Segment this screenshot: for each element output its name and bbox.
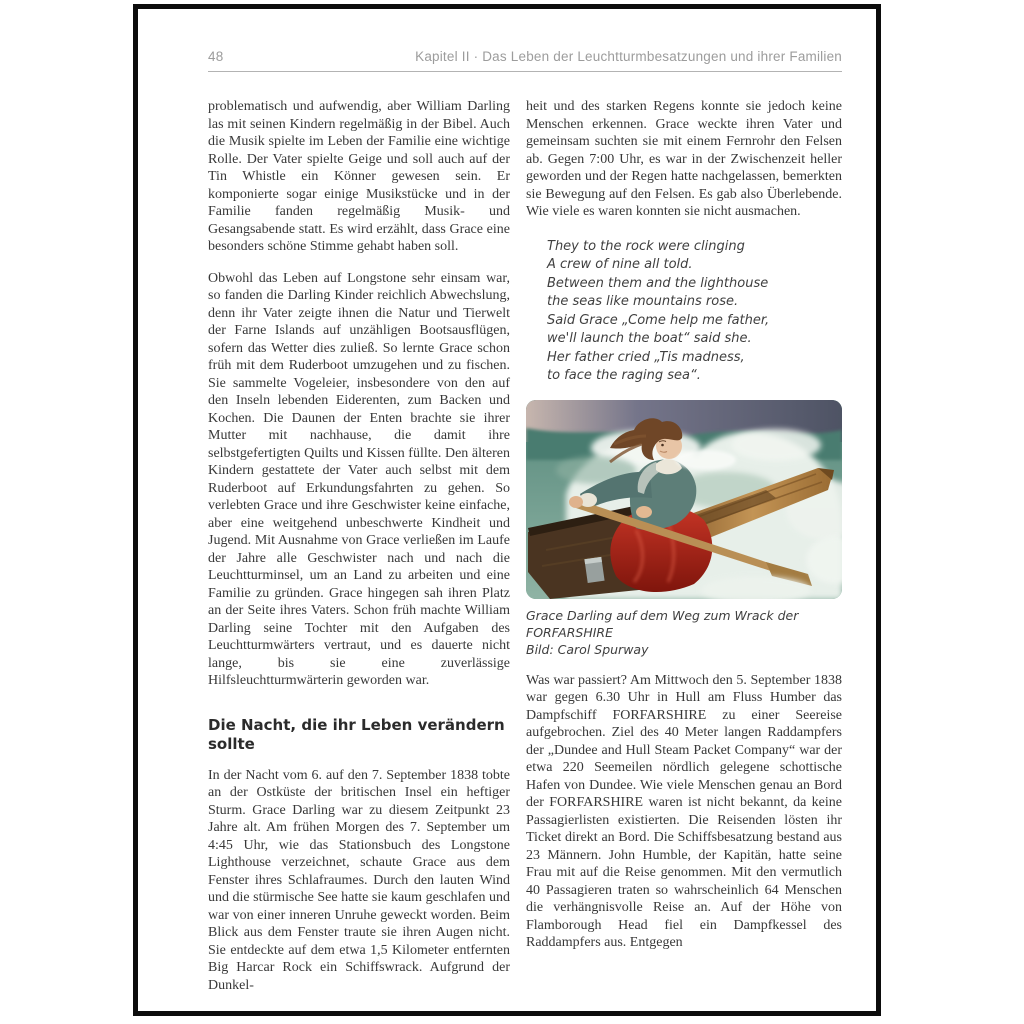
image-caption bbox=[526, 607, 842, 658]
image-caption-credit: Bild: Carol Spurway bbox=[526, 641, 649, 657]
poem-line: Between them and the lighthouse bbox=[547, 275, 769, 291]
poem-line: Said Grace „Come help me father, bbox=[547, 312, 770, 328]
poem-line: the seas like mountains rose. bbox=[547, 294, 739, 309]
right-column bbox=[526, 98, 842, 994]
left-column bbox=[208, 98, 510, 994]
painting-illustration bbox=[526, 400, 842, 599]
paragraph: problematisch und aufwendig, aber William Darling las mit seinen Kindern regelmäßig in der Bibel. Auch die Musik spielte im Leben der Familie eine wichtige Rolle. Der Vater spielte Geige und soll auch auf der Tin Whistle ein Könner gewesen sein. Er komponierte sogar einige Musikstücke und in der Familie fanden regelmäßig Musik- und Gesangsabende statt. Es wird erzählt, dass Grace eine besonders schöne Stimme gehabt haben soll. bbox=[208, 99, 510, 254]
text-columns bbox=[208, 98, 842, 994]
page-content bbox=[138, 9, 876, 1011]
paragraph: In der Nacht vom 6. auf den 7. September 1838 tobte an der Ostküste der britischen Insel ein heftiger Sturm. Grace Darling war zu diesem Zeitpunkt 23 Jahre alt. Am frühen Morgen des 7. September um 4:45 Uhr, wie das Stationsbuch des Longstone Lighthouse verzeichnet, schaute Grace aus dem Fenster ihres Schlafraumes. Durch den lauten Wind und die stürmische See hatte sie kaum geschlafen und war von einer inneren Unruhe geweckt worden. Beim Blick aus dem Fenster traute sie ihren Augen nicht. Sie entdeckte auf dem etwa 1,5 Kilometer entfernten Big Harcar Rock ein Schiffswrack. Aufgrund der Dunkel- bbox=[208, 767, 510, 993]
poem-line: They to the rock were clinging bbox=[547, 238, 745, 254]
image-caption-title: Grace Darling auf dem Weg zum Wrack der FORFARSHIRE bbox=[526, 607, 799, 640]
page-number: 48 bbox=[208, 49, 224, 64]
chapter-title: Kapitel II · Das Leben der Leuchtturmbesatzungen und ihrer Familien bbox=[415, 49, 842, 64]
book-page bbox=[133, 4, 881, 1016]
poem-line: to face the raging sea“. bbox=[547, 368, 701, 383]
header-rule bbox=[208, 71, 842, 72]
paragraph: Was war passiert? Am Mittwoch den 5. September 1838 war gegen 6.30 Uhr in Hull am Fluss Humber das Dampfschiff FORFARSHIRE zu einer Seereise aufgebrochen. Ziel des 40 Meter langen Raddampfers der „Dundee and Hull Steam Packet Company“ war der etwa 220 Seemeilen nördlich gelegene schottische Hafen von Dundee. Wie viele Menschen genau an Bord der FORFARSHIRE waren ist nicht bekannt, da keine Passagierlisten existierten. Die Reisenden lösten ihr Ticket direkt an Bord. Die Schiffsbesatzung bestand aus 23 Männern. John Humble, der Kapitän, hatte seine Frau mit auf die Reise genommen. Mit den vermutlich 40 Passagieren traten so wahrscheinlich 64 Menschen die verhängnisvolle Reise an. Auf der Höhe von Flamborough Head fiel ein Dampfkessel des Raddampfers aus. Entgegen bbox=[526, 672, 842, 950]
paragraph: heit und des starken Regens konnte sie jedoch keine Menschen erkennen. Grace weckte ihren Vater und gemeinsam suchten sie mit einem Fernrohr den Felsen ab. Gegen 7:00 Uhr, es war in der Zwischenzeit heller geworden und der Regen hatte nachgelassen, bemerkten sie Bewegung auf den Felsen. Es gab also Überlebende. Wie viele es waren konnten sie nicht ausmachen. bbox=[526, 99, 842, 219]
page-header bbox=[208, 49, 842, 64]
poem-line: A crew of nine all told. bbox=[547, 257, 693, 272]
grace-darling-painting-image bbox=[526, 400, 842, 599]
paragraph: Obwohl das Leben auf Longstone sehr einsam war, so fanden die Darling Kinder reichlich Abwechslung, denn ihr Vater zeigte ihnen die Natur und Tierwelt der Farne Islands auf unzähligen Bootsausflügen, sofern das Wetter dies zuließ. So lernte Grace schon früh mit dem Ruderboot umzugehen und zu fischen. Sie sammelte Vogeleier, insbesondere von den auf den Inseln lebenden Eiderenten, zum Backen und Kochen. Die Daunen der Enten brachte sie ihrer Mutter mit nachhause, die damit ihre selbstgefertigten Quilts und Kissen füllte. Den älteren Kindern gestattete der Vater auch selbst mit dem Ruderboot auf Erkundungsfahrten zu gehen. So verlebten Grace und ihre Geschwister keine einfache, aber eine weitgehend unbeschwerte Kindheit und Jugend. Mit Ausnahme von Grace verließen im Laufe der Jahre alle Geschwister nach und nach die Leuchtturminsel, um an Land zu arbeiten und eine Familie zu gründen. Grace hingegen sah ihren Platz an der Seite ihres Vaters. Schon früh machte William Darling seine Tochter mit den Aufgaben des Leuchtturmwärters vertraut, und es dauerte nicht lange, bis sie eine zuverlässige Hilfsleuchtturmwärterin geworden war. bbox=[208, 270, 510, 688]
poem-block bbox=[547, 238, 842, 386]
section-heading: Die Nacht, die ihr Leben verändern sollte bbox=[208, 715, 505, 753]
poem-line: Her father cried „Tis madness, bbox=[547, 349, 745, 365]
poem-line: we'll launch the boat“ said she. bbox=[547, 331, 752, 346]
